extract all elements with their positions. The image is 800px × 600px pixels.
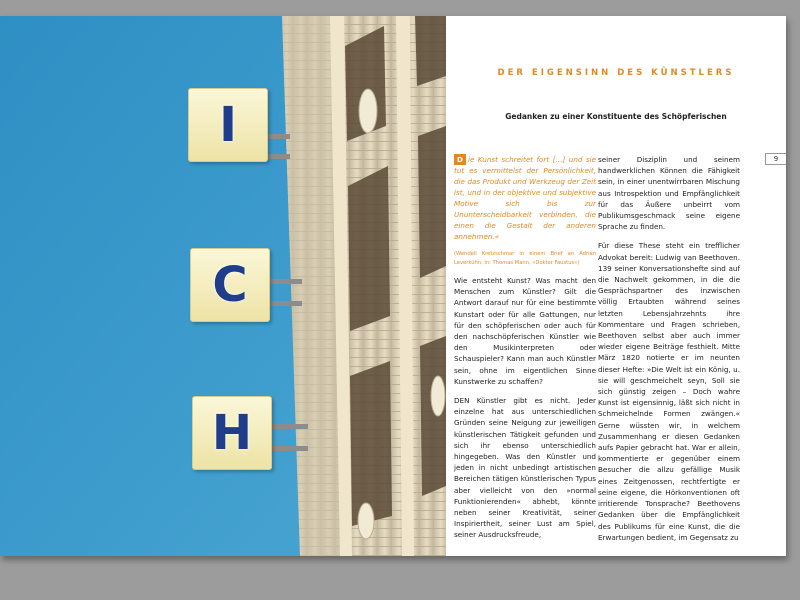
sign-letter-c: C <box>190 248 270 322</box>
sign-letter-i: I <box>188 88 268 162</box>
sign-letter-h: H <box>192 396 272 470</box>
book-spread <box>0 16 786 556</box>
page-number: 9 <box>765 153 786 165</box>
text-column-2 <box>598 154 740 551</box>
body-paragraph: DEN Künstler gibt es nicht. Jeder einzelne hat aus unterschiedlichen Gründen seine Neigung zur jeweiligen künstlerischen Tätigkeit gefunden und sich ihr ebenso unterschiedlich hingegeben. Was den Künstler und jeden in nicht unbedingt artistischen Bereichen tätigen künstlerischen Typus aber vielleicht von den »normal Funktionierenden« abhebt, könnte neben seiner Kreativität, seiner Inspiriertheit, seiner Lust am Spiel, seiner Ausdrucksfreude, <box>454 396 596 540</box>
epigraph-quote <box>454 154 596 242</box>
text-column-1 <box>454 154 596 549</box>
chapter-subtitle: Gedanken zu einer Konstituente des Schöpferischen <box>505 112 727 121</box>
text-page <box>446 16 786 556</box>
drop-cap: D <box>454 154 466 165</box>
sign-bracket <box>270 446 308 451</box>
chapter-title: DER EIGENSINN DES KÜNSTLERS <box>497 68 735 78</box>
sign-bracket <box>268 301 302 306</box>
body-paragraph: Für diese These steht ein trefflicher Advokat bereit: Ludwig van Beethoven. 139 seiner Konversationshefte sind auf die Nachwelt gekommen, in die die Gesprächspartner des inzwischen völlig Ertaubten während seines letzten Lebensjahrzehnts ihre Kommentare und Fragen schrieben, Beethoven selbst aber auch immer wieder eigene Beiträge festhielt. Mitte März 1820 notierte er im neunten dieser Hefte: »Die Welt ist ein König, u. sie will geschmeichelt seyn, Soll sie sich günstig zeigen – Doch wahre Kunst ist eigensinnig, läßt sich nicht in Schmeichelnde Formen zwängen.« Gerne wüssten wir, in welchem Zusammenhang er diesen Gedanken aufs Papier gebracht hat. War er allein, kommentierte er gegenüber einem Besucher die allzu gefällige Musik eines Zeitgenossen, rechtfertigte er seine eigene, die Hörkonventionen oft irritierende Tonsprache? Beethovens Gedanken über die Empfänglichkeit des Publikums für eine Kunst, die die Erwartungen bedient, im Gegensatz zu <box>598 241 740 542</box>
sign-bracket <box>270 424 308 429</box>
body-paragraph: Wie entsteht Kunst? Was macht den Menschen zum Künstler? Gilt die Antwort darauf nur für eine bestimmte Kunstart oder für alle Gattungen, nur für den schöpferischen oder auch für den nachschöpferischen Künstler wie den Musikinterpreten oder Schauspieler? Kann man auch Künstler sein, ohne im eigentlichen Sinne Kunstwerke zu schaffen? <box>454 276 596 386</box>
epigraph-source: (Wendell Kretzschmar in einem Brief an Adrian Leverkühn, in: Thomas Mann, »Doktor Faustus«) <box>454 251 596 266</box>
photo-page <box>0 16 446 556</box>
sign-bracket <box>268 279 302 284</box>
body-paragraph: seiner Disziplin und seinem handwerklichen Können die Fähigkeit sein, in einer unentwirrbaren Mischung aus Introspektion und Empfänglichkeit für das Äußere unbeirrt vom Publikumsgeschmack seine eigene Sprache zu finden. <box>598 155 740 232</box>
epigraph-text: ie Kunst schreitet fort […] und sie tut es vermittelst der Persönlichkeit, die das Produkt und Werkzeug der Zeit ist, und in der objektive und subjektive Motive sich bis zur Ununterscheidbarkeit verbinden, die einen die Gestalt der anderen annehmen.« <box>454 155 596 241</box>
